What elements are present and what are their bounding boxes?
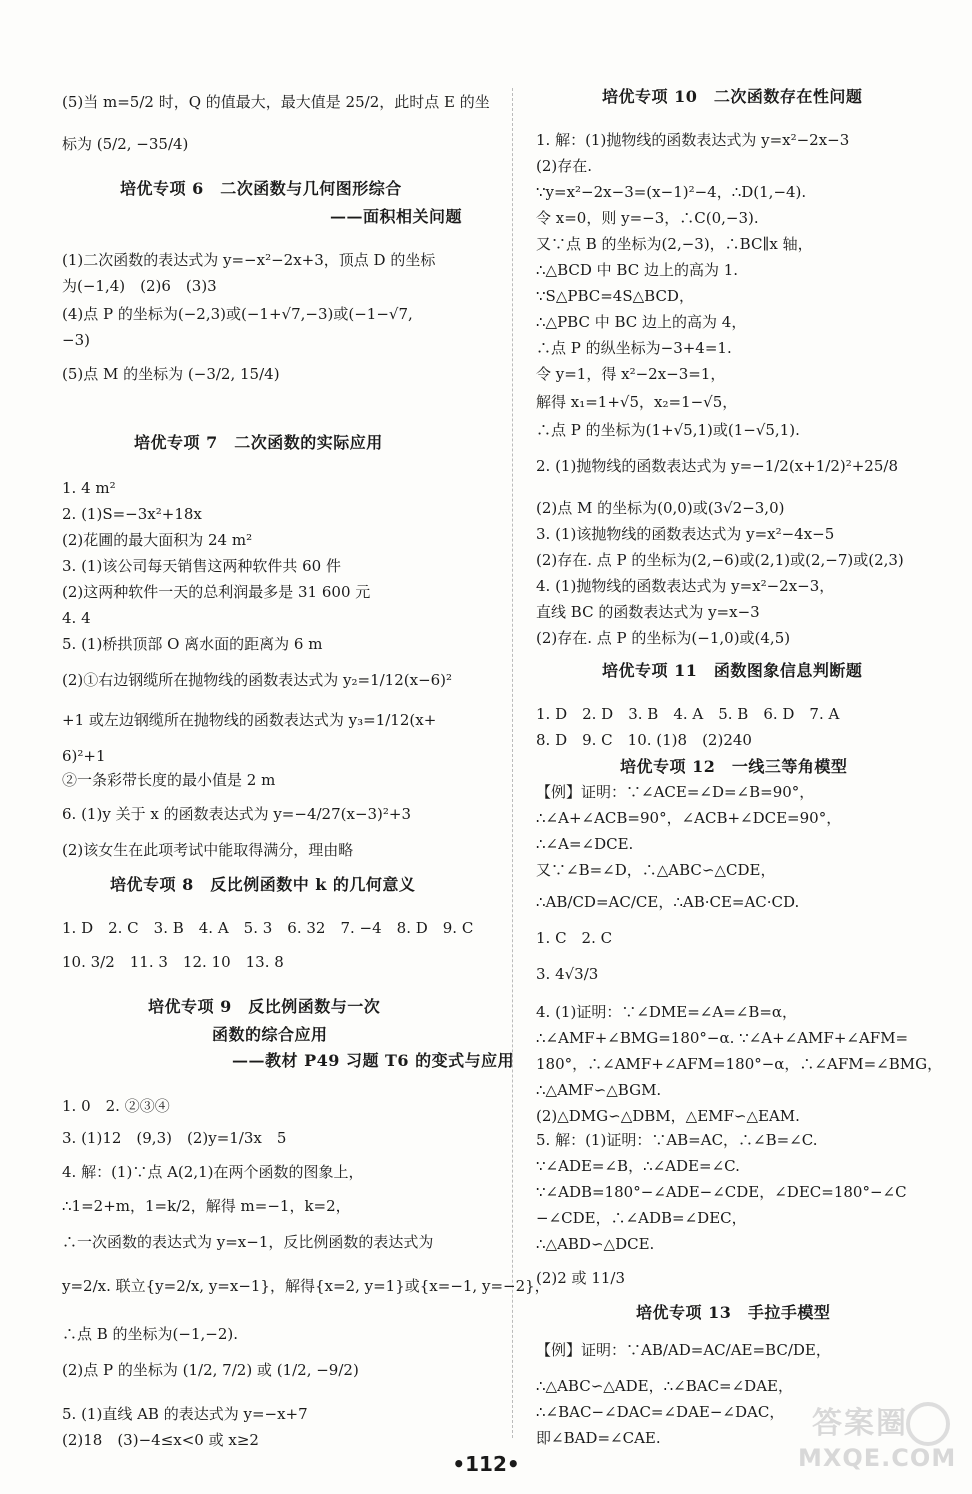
section-heading: 培优专项 13 手拉手模型: [636, 1303, 831, 1322]
answer-line: 2. (1)S=−3x²+18x: [62, 505, 202, 523]
section-heading: ——教材 P49 习题 T6 的变式与应用: [232, 1051, 515, 1070]
answer-line: 3. (1)该公司每天销售这两种软件共 60 件: [62, 557, 341, 575]
answer-line: 即∠BAD=∠CAE.: [536, 1429, 661, 1447]
answer-line: 令 y=1，得 x²−2x−3=1，: [536, 365, 726, 383]
answer-line: 5. 解：(1)证明：∵AB=AC，∴∠B=∠C.: [536, 1131, 818, 1149]
section-heading: 培优专项 10 二次函数存在性问题: [602, 87, 863, 106]
answer-line: 2. (1)抛物线的函数表达式为 y=−1/2(x+1/2)²+25/8: [536, 457, 898, 475]
answer-line: 1. 0 2. ②③④: [62, 1097, 170, 1115]
watermark-logo: [798, 1398, 968, 1488]
answer-line: ∴△AMF∽△BGM.: [536, 1081, 662, 1099]
answer-line: 180°，∴∠AMF+∠AFM=180°−α，∴∠AFM=∠BMG，: [536, 1055, 943, 1073]
answer-line: 3. 4√3/3: [536, 965, 599, 983]
answer-line: ∴1=2+m，1=k/2，解得 m=−1，k=2，: [62, 1197, 351, 1215]
answer-line: (4)点 P 的坐标为(−2,3)或(−1+√7,−3)或(−1−√7,: [62, 305, 413, 323]
section-heading: 培优专项 7 二次函数的实际应用: [134, 433, 383, 452]
section-heading: 培优专项 11 函数图象信息判断题: [602, 661, 863, 680]
answer-line: ∴AB/CD=AC/CE，∴AB·CE=AC·CD.: [536, 893, 800, 911]
answer-line: 6)²+1: [62, 747, 106, 765]
answer-line: (5)当 m=5/2 时，Q 的值最大，最大值是 25/2，此时点 E 的坐: [62, 93, 490, 111]
answer-line: (2)△DMG∽△DBM，△EMF∽△EAM.: [536, 1107, 800, 1125]
answer-line: 1. C 2. C: [536, 929, 613, 947]
section-heading: ——面积相关问题: [330, 207, 463, 226]
answer-line: ∴一次函数的表达式为 y=x−1，反比例函数的表达式为: [62, 1233, 434, 1251]
answer-line: +1 或左边钢缆所在抛物线的函数表达式为 y₃=1/12(x+: [62, 711, 437, 729]
answer-line: ∴△ABD∽△DCE.: [536, 1235, 655, 1253]
answer-line: 5. (1)直线 AB 的表达式为 y=−x+7: [62, 1405, 308, 1423]
answer-line: 直线 BC 的函数表达式为 y=x−3: [536, 603, 760, 621]
answer-line: 1. 4 m²: [62, 479, 116, 497]
section-heading: 函数的综合应用: [212, 1025, 328, 1044]
watermark-url: MXQE.COM: [798, 1444, 957, 1472]
answer-line: (2)存在. 点 P 的坐标为(−1,0)或(4,5): [536, 629, 791, 647]
answer-line: 【例】证明：∵AB/AD=AC/AE=BC/DE，: [536, 1341, 831, 1359]
answer-line: ∴∠A+∠ACB=90°，∠ACB+∠DCE=90°，: [536, 809, 842, 827]
answer-line: ∴△BCD 中 BC 边上的高为 1.: [536, 261, 739, 279]
answer-line: 5. (1)桥拱顶部 O 离水面的距离为 6 m: [62, 635, 323, 653]
answer-line: (2)花圃的最大面积为 24 m²: [62, 531, 253, 549]
answer-line: ∴点 P 的坐标为(1+√5,1)或(1−√5,1).: [536, 421, 800, 439]
answer-line: 8. D 9. C 10. (1)8 (2)240: [536, 731, 752, 749]
answer-line: 4. 4: [62, 609, 91, 627]
answer-line: 又∵点 B 的坐标为(2,−3)，∴BC∥x 轴，: [536, 235, 813, 253]
section-heading: 培优专项 12 一线三等角模型: [620, 757, 848, 776]
answer-line: ∵∠ADE=∠B，∴∠ADE=∠C.: [536, 1157, 740, 1175]
answer-line: ∴点 B 的坐标为(−1,−2).: [62, 1325, 239, 1343]
answer-line: (2)①右边钢缆所在抛物线的函数表达式为 y₂=1/12(x−6)²: [62, 671, 453, 689]
answer-line: 又∵∠B=∠D，∴△ABC∽△CDE，: [536, 861, 776, 879]
answer-line: ∵∠ADB=180°−∠ADE−∠CDE，∠DEC=180°−∠C: [536, 1183, 907, 1201]
answer-line: (2)该女生在此项考试中能取得满分，理由略: [62, 841, 354, 859]
watermark-text: 答案圈: [812, 1406, 908, 1441]
answer-line: ②一条彩带长度的最小值是 2 m: [62, 771, 276, 789]
answer-line: 标为 (5/2, −35/4): [62, 135, 189, 153]
answer-line: (5)点 M 的坐标为 (−3/2, 15/4): [62, 365, 280, 383]
answer-line: ∵S△PBC=4S△BCD，: [536, 287, 694, 305]
section-heading: 培优专项 8 反比例函数中 k 的几何意义: [110, 875, 416, 894]
answer-line: y=2/x. 联立{y=2/x, y=x−1}，解得{x=2, y=1}或{x=−1, y=−2}，: [62, 1277, 550, 1295]
answer-line: 为(−1,4) (2)6 (3)3: [62, 277, 217, 295]
answer-line: (2)2 或 11/3: [536, 1269, 626, 1287]
answer-line: 4. 解：(1)∵点 A(2,1)在两个函数的图象上，: [62, 1163, 364, 1181]
answer-line: 10. 3/2 11. 3 12. 10 13. 8: [62, 953, 284, 971]
answer-line: (2)这两种软件一天的总利润最多是 31 600 元: [62, 583, 371, 601]
answer-line: 解得 x₁=1+√5，x₂=1−√5，: [536, 393, 738, 411]
answer-line: ∴点 P 的纵坐标为−3+4=1.: [536, 339, 732, 357]
answer-line: 3. (1)该抛物线的函数表达式为 y=x²−4x−5: [536, 525, 835, 543]
section-heading: 培优专项 6 二次函数与几何图形综合: [120, 179, 402, 198]
answer-line: 令 x=0，则 y=−3，∴C(0,−3).: [536, 209, 759, 227]
column-divider: [512, 88, 513, 1438]
answer-line: (2)存在. 点 P 的坐标为(2,−6)或(2,1)或(2,−7)或(2,3): [536, 551, 904, 569]
answer-line: −∠CDE，∴∠ADB=∠DEC，: [536, 1209, 747, 1227]
answer-line: ∴△ABC∽△ADE，∴∠BAC=∠DAE，: [536, 1377, 793, 1395]
answer-line: ∴∠BAC−∠DAC=∠DAE−∠DAC，: [536, 1403, 785, 1421]
answer-line: ∴△PBC 中 BC 边上的高为 4，: [536, 313, 747, 331]
answer-line: ∴∠AMF+∠BMG=180°−α. ∵∠A+∠AMF+∠AFM=: [536, 1029, 909, 1047]
answer-line: ∴∠A=∠DCE.: [536, 835, 634, 853]
answer-line: 1. D 2. D 3. B 4. A 5. B 6. D 7. A: [536, 705, 840, 723]
answer-line: (2)存在.: [536, 157, 593, 175]
section-heading: 培优专项 9 反比例函数与一次: [148, 997, 381, 1016]
answer-line: 【例】证明：∵∠ACE=∠D=∠B=90°，: [536, 783, 815, 801]
page-number: •112•: [452, 1452, 520, 1476]
answer-line: 1. D 2. C 3. B 4. A 5. 3 6. 32 7. −4 8. D 9. C: [62, 919, 474, 937]
answer-line: (2)点 M 的坐标为(0,0)或(3√2−3,0): [536, 499, 785, 517]
answer-line: 4. (1)证明：∵∠DME=∠A=∠B=α，: [536, 1003, 798, 1021]
answer-line: (1)二次函数的表达式为 y=−x²−2x+3，顶点 D 的坐标: [62, 251, 436, 269]
answer-line: 1. 解：(1)抛物线的函数表达式为 y=x²−2x−3: [536, 131, 850, 149]
answer-line: (2)点 P 的坐标为 (1/2, 7/2) 或 (1/2, −9/2): [62, 1361, 359, 1379]
answer-line: ∵y=x²−2x−3=(x−1)²−4，∴D(1,−4).: [536, 183, 807, 201]
answer-line: 4. (1)抛物线的函数表达式为 y=x²−2x−3，: [536, 577, 835, 595]
answer-line: −3): [62, 331, 90, 349]
answer-line: 3. (1)12 (9,3) (2)y=1/3x 5: [62, 1129, 287, 1147]
watermark-ring-icon: [906, 1402, 950, 1446]
answer-line: 6. (1)y 关于 x 的函数表达式为 y=−4/27(x−3)²+3: [62, 805, 412, 823]
answer-line: (2)18 (3)−4≤x<0 或 x≥2: [62, 1431, 259, 1449]
